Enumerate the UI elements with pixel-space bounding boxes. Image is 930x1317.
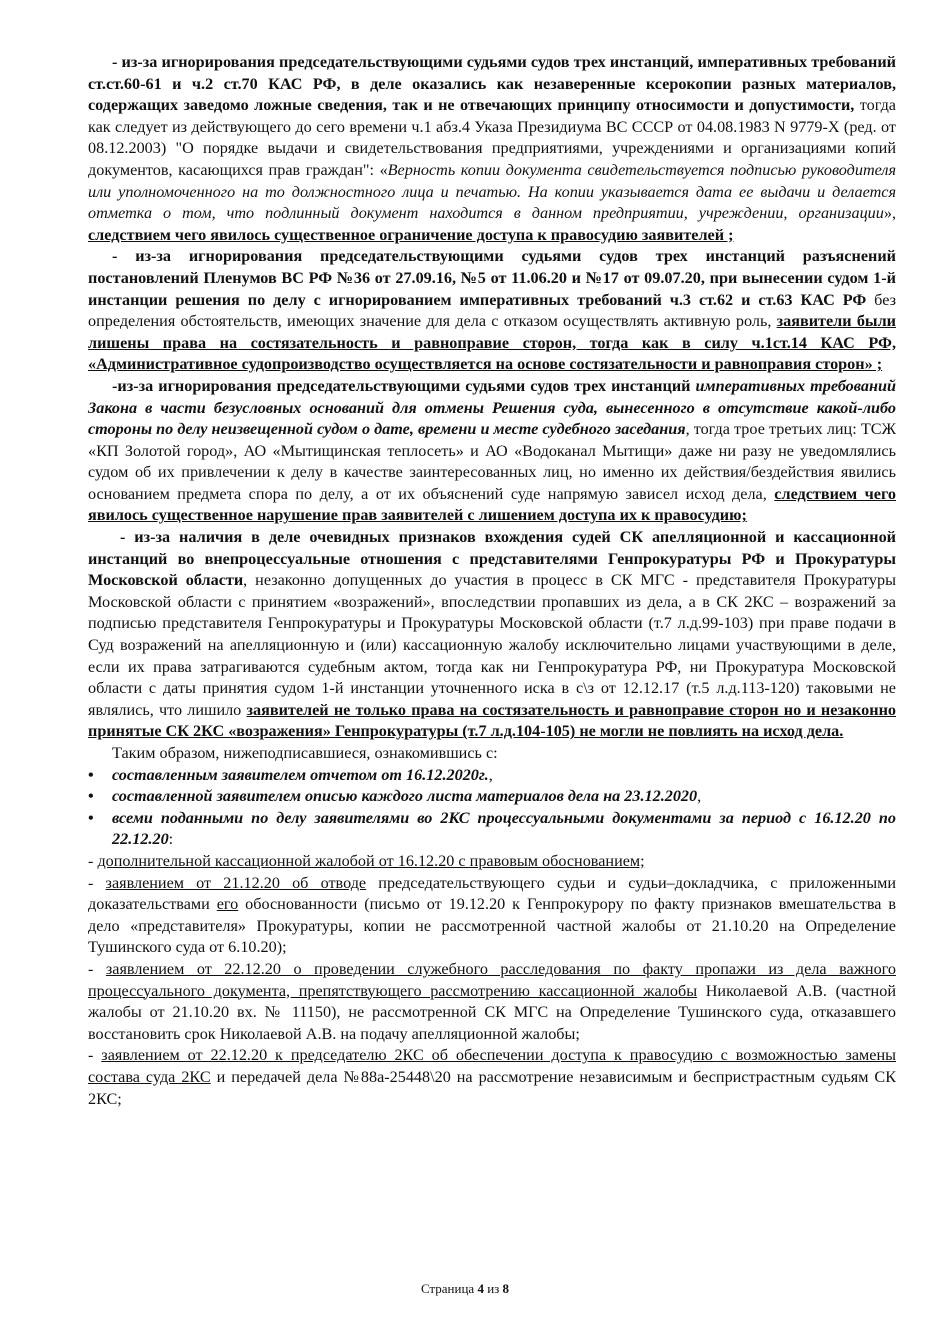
bullet-icon: • xyxy=(88,808,94,827)
dash-item-complaint xyxy=(88,851,896,873)
paragraph-summary: Таким образом, нижеподписавшиеся, ознакомившись с: xyxy=(112,744,498,762)
dash-mark: - xyxy=(88,959,106,978)
text-underlined-conclusion: следствием чего явилось существенное нарушение прав заявителей с лишением доступа их к правосудию; xyxy=(88,484,896,525)
text: Николаевой А.В. (частной жалобы от 21.10.20 вх. № 11150), не рассмотренной СК МГС на Определение Тушинского суда, отказавшего восстановить срок Николаевой А.В. на подачу апелляционной жалобы; xyxy=(88,981,896,1043)
dash-item-access xyxy=(88,1045,896,1110)
text: без определения обстоятельств, имеющих значение для дела с отказом осуществлять активную роль, xyxy=(88,290,896,331)
total-pages-number: 8 xyxy=(502,1281,510,1296)
list-item xyxy=(88,765,896,787)
list-item-punct: , xyxy=(488,765,493,784)
text-bold: - из-за наличия в деле очевидных признаков вхождения судей СК апелляционной и кассационной инстанций во внепроцессуальные отношения с представителями Генпрокуратуры РФ и Прокуратуры Московской области xyxy=(88,528,896,590)
text: », xyxy=(883,204,896,223)
list-item-punct: , xyxy=(697,787,702,806)
list-item xyxy=(88,786,896,808)
text-underlined: заявлением от 22.12.20 к председателю 2КС об обеспечении доступа к правосудию с возможностью замены состава суда 2КС xyxy=(88,1046,897,1086)
text: обоснованности (письмо от 19.12.20 к Генпрокурору по факту признаков вмешательства в дело «представителя» Прокуратуры, копии не рассмотренной частной жалобы от 21.10.20 на Определение Тушинского суда от 6.10.20); xyxy=(88,895,896,957)
bullet-list xyxy=(88,765,896,851)
text-underlined: заявлением от 21.12.20 об отводе xyxy=(105,873,367,892)
list-item-punct: : xyxy=(168,830,174,849)
text-bold: -из-за игнорирования председательствующими судьями судов трех инстанций xyxy=(112,376,691,395)
footer-label: из xyxy=(483,1281,503,1296)
text-bold: - из-за игнорирования председательствующими судьями судов трех инстанций, императивных требований ст.ст.60-61 и ч.2 ст.70 КАС РФ, в деле оказались как незаверенные ксерокопии разных материалов, содержащих заведомо ложные сведения, так и не отвечающих принципу относимости и допустимости, xyxy=(88,53,896,115)
dash-item-investigation xyxy=(88,959,896,1045)
paragraph-plenum xyxy=(88,246,896,376)
text: , незаконно допущенных до участия в процесс в СК МГС - представителя Прокуратуры Московской области с принятием «возражений», впоследствии пропавших из дела, а в СК 2КС – возражений за подписью представителя Генпрокуратуры и Прокуратуры Московской области (т.7 л.д.99-103) при праве подачи в Суд возражений на апелляционную и (или) кассационную жалобу исключительно лицами участвующими в деле, если их права затрагиваются судебным актом, тогда как ни Генпрокуратура РФ, ни Прокуратура Московской области с даты принятия судом 1-й инстанции уточненного иска в с\з от 12.12.17 (т.5 л.д.113-120) таковыми не являлись, что лишило xyxy=(88,571,896,719)
text: председательствующего судьи и судьи–докладчика, с приложенными доказательствами xyxy=(88,873,896,914)
footer-label: Страница xyxy=(420,1281,478,1296)
text-underlined: дополнительной кассационной жалобой от 16.12.20 с правовым обоснованием; xyxy=(97,851,645,870)
text-underlined: его xyxy=(216,895,239,914)
text-underlined-conclusion: заявителей не только права на состязательность и равноправие сторон но и незаконно принятые СК 2КС «возражения» Генпрокуратуры (т.7 л.д.104-105) не могли не повлиять на исход дела. xyxy=(88,700,896,741)
text: и передачей дела №88а-25448\20 на рассмотрение независимым и беспристрастным судьям СК 2КС; xyxy=(88,1067,896,1108)
text-underlined-conclusion: следствием чего явилось существенное ограничение доступа к правосудию заявителей ; xyxy=(88,225,734,244)
bullet-icon: • xyxy=(88,787,94,806)
text-italic-quote: Верность копии документа свидетельствуется подписью руководителя или уполномоченного на то должностного лица и печатью. На копии указывается дата ее выдачи и делается отметка о том, что подлинный документ находится в данном предприятии, учреждении, организации xyxy=(88,160,896,223)
list-item-text: составленной заявителем описью каждого листа материалов дела на 23.12.2020 xyxy=(112,787,698,806)
page-footer xyxy=(0,1281,930,1297)
paragraph-copies xyxy=(88,52,896,246)
list-item-text: всеми поданными по делу заявителями во 2КС процессуальными документами за период с 16.12.20 по 22.12.20 xyxy=(112,808,896,849)
dash-mark: - xyxy=(88,873,106,892)
document-page xyxy=(88,52,896,1110)
text-underlined-conclusion: заявители были лишены права на состязательность и равноправие сторон, тогда как в силу ч.1ст.14 КАС РФ, «Административное судопроизводство осуществляется на основе состязательности и равноправия сторон» ; xyxy=(88,312,896,374)
list-item-text: составленным заявителем отчетом от 16.12.2020г. xyxy=(112,765,489,784)
current-page-number: 4 xyxy=(477,1281,484,1296)
dash-mark: - xyxy=(88,851,98,870)
text: , тогда трое третьих лиц: ТСЖ «КП Золотой город», АО «Мытищинская теплосеть» и АО «Водоканал Мытищи» даже ни разу не уведомлялись судом об их привлечении к делу в качестве заинтересованных лиц, но именно их действия/бездействия явились основанием предмета спора по делу, а от их объяснений суде напрямую зависел исход дела, xyxy=(88,420,897,503)
paragraph-notification xyxy=(88,376,896,527)
text: тогда как следует из действующего до сего времени ч.1 абз.4 Указа Президиума ВС СССР от 04.08.1983 N 9779-X (ред. от 08.12.2003) "О порядке выдачи и свидетельствования предприятиями, учреждениями и организациями копий документов, касающихся прав граждан": « xyxy=(88,96,896,179)
list-item xyxy=(88,808,896,851)
text-bold-italic: императивных требований Закона в части безусловных оснований для отмены Решения суда, вынесенного в отсутствие какой-либо стороны по делу неизвещенной судом о дате, времени и месте судебного заседания xyxy=(88,376,896,439)
bullet-icon: • xyxy=(88,765,94,784)
text-bold: - из-за игнорирования председательствующими судьями судов трех инстанций разъяснений постановлений Пленумов ВС РФ №36 от 27.09.16, №5 от 11.06.20 и №17 от 09.07.20, при вынесении судом 1-й инстанции решения по делу с игнорированием императивных требований ч.3 ст.62 и ст.63 КАС РФ xyxy=(88,247,896,309)
dash-item-recusal xyxy=(88,873,896,959)
text-underlined: заявлением от 22.12.20 о проведении служебного расследования по факту пропажи из дела важного процессуального документа, препятствующего рассмотрению кассационной жалобы xyxy=(88,959,896,1000)
dash-mark: - xyxy=(88,1046,102,1065)
paragraph-prosecutor xyxy=(88,527,896,743)
